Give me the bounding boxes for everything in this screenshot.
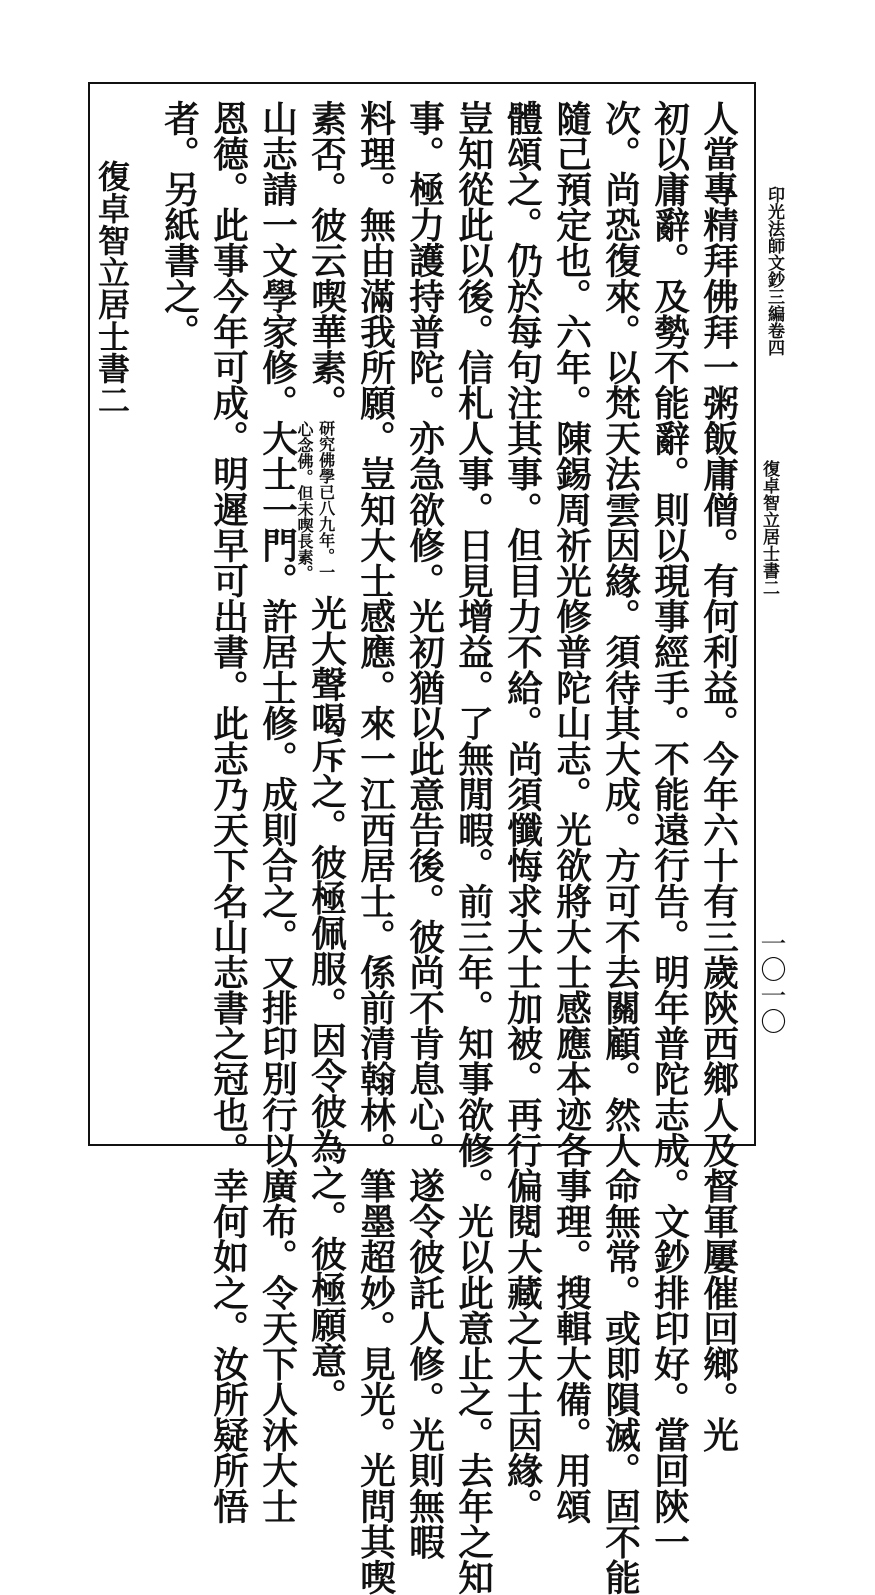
letter-title: 復卓智立居士書二 — [93, 160, 131, 416]
text-column-6: 豈知從此以後。信札人事。日見增益。了無閒暇。前三年。知事欲修。光以此意止之。去年之知 — [452, 100, 494, 1595]
interlinear-note-left: 心念佛。但未喫長素。 — [295, 421, 314, 581]
running-header-section-title: 復卓智立居士書二 — [759, 460, 779, 596]
text-column-7: 事。極力護持普陀。亦急欲修。光初猶以此意告後。彼尚不肯息心。遂令彼託人修。光則無暇 — [403, 100, 445, 1560]
text-after-note: 光大聲喝斥之。彼極佩服。因令彼為之。彼極願意。 — [305, 595, 347, 1414]
text-column-4: 隨己預定也。六年。陳錫周祈光修普陀山志。光欲將大士感應本迹各事理。搜輯大備。用頌 — [550, 100, 592, 1524]
text-column-10: 山志請一文學家修。大士一門。許居士修。成則合之。又排印別行以廣布。令天下人沐大士 — [256, 100, 298, 1524]
text-before-note: 素否。彼云喫華素。 — [305, 100, 347, 421]
text-column-3: 次。尚恐復來。以梵天法雲因緣。須待其大成。方可不去關顧。然人命無常。或即隕滅。固不能 — [599, 100, 641, 1595]
text-column-12: 者。另紙書之。 — [158, 100, 200, 350]
text-column-8: 料理。無由滿我所願。豈知大士感應。來一江西居士。係前清翰林。筆墨超妙。見光。光問其喫 — [354, 100, 396, 1595]
text-column-2: 初以庸辭。及勢不能辭。則以現事經手。不能遠行告。明年普陀志成。文鈔排印好。當回陝一 — [648, 100, 690, 1560]
interlinear-note-right: 研究佛學已八九年。一 — [316, 420, 336, 581]
text-column-11: 恩德。此事今年可成。明遲早可出書。此志乃天下名山志書之冠也。幸何如之。汝所疑所悟 — [207, 100, 249, 1524]
running-header-book-title: 印光法師文鈔三編卷四 — [764, 186, 784, 356]
text-column-5: 體頌之。仍於每句注其事。但目力不給。尚須懺悔求大士加被。再行偏閱大藏之大士因緣。 — [501, 100, 543, 1524]
text-column-1: 人當專精拜佛拜一粥飯庸僧。有何利益。今年六十有三歲陝西鄉人及督軍屢催回鄉。光 — [697, 100, 739, 1453]
page-number: 一〇一〇 — [756, 930, 786, 1034]
